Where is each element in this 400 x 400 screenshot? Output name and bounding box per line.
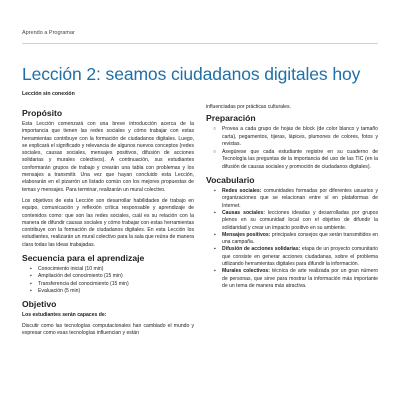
proposito-heading: Propósito [22,108,63,118]
preparacion-heading: Preparación [206,113,256,124]
list-item [206,246,378,268]
list-item: ▪ Ampliación del conocimiento (15 min) [22,273,194,280]
left-column [22,104,194,341]
vocabulario-list [206,188,378,290]
vocab-term: Murales colectivos: [222,268,270,275]
vocab-definition: comunidades formadas por diferentes usuarios y organizaciones que se relacionan entre sí en plataformas de Internet. [222,188,378,209]
header-divider [22,43,378,44]
list-item: ▪ Transferencia del conocimiento (15 min) [22,281,194,288]
list-item [206,188,378,210]
vocab-definition: etapa de un proyecto comunitario que consiste en generar acciones ciudadanas, sobre el problema utilizando herramientas digitales para difundir la información. [222,246,378,268]
continued-text: influenciadas por prácticas culturales. [206,104,291,110]
list-item [206,232,378,247]
secuencia-list [22,266,194,295]
objetivo-lead: Los estudiantes serán capaces de: [22,312,107,319]
list-item [206,268,378,290]
vocab-term: Difusión de acciones solidarias: [222,246,301,253]
proposito-paragraph-2: Los objetivos de esta Lección son desarrollar habilidades de trabajo en equipo, comunicación y reflexión crítica responsable y aprendizaje de contenidos como: que son las redes sociales, cuál es su relación con la manera de difundir causas sociales y cómo trabajar con estas herramientas contribuye con la formación de ciudadanos digitales. En esta Lección los estudiantes, realizarán un mural colectivo para la sala que reúna de manera clara todas las ideas trabajadas. [22,197,194,248]
vocab-term: Mensajes positivos: [222,231,271,238]
list-item: ▪ Conocimiento inicial (10 min) [22,266,194,273]
list-item [206,210,378,232]
vocab-definition: lecciones ideadas y desarrolladas por grupos plenos en su comunidad local con el objetivo de difundir la solidaridad y crear un impacto positivo en su ambiente. [222,209,378,231]
objetivo-paragraph: Discutir como las tecnologías computacionales han cambiado el mundo y expresar como esas tecnologías influencian y están [22,322,194,336]
course-header: Aprendo a Programar [22,30,75,36]
vocab-term: Redes sociales: [222,188,262,195]
list-item: ▪ Evaluación (5 min) [22,288,194,295]
vocab-definition: técnica de arte realizada por un gran número de personas, que sirve para mostrar la información más importante de un tema de manera más atractiva. [222,268,378,289]
objetivo-heading: Objetivo [22,299,57,310]
secuencia-heading: Secuencia para el aprendizaje [22,253,145,264]
preparacion-list [206,126,378,171]
list-item: ○ Asegúrese que cada estudiante registre en su cuaderno de Tecnología las preguntas de la importancia del uso de las TIC (en la difusión de causas sociales y promoción de ciudadanos digitales). [206,149,378,171]
vocab-term: Causas sociales: [222,209,265,216]
proposito-paragraph-1: Esta Lección comenzará con una breve introducción acerca de la importancia que tienen las redes sociales y cómo trabajar con estas herramientas contribuye con la formación de ciudadanos digitales. Luego, se explicará el significado y relevancia de algunos nuevos conceptos (redes sociales, causas sociales, mensajes positivos, difusión de acciones solidarias y murales colectivos). A continuación, sus estudiantes conformarán grupos de trabajo y crearán una tabla con problemas y los mensajes a transmitir. Una vez que hayan concluido esta Lección, elaborarán en el pizarrón un listado común con los mejores propuestas de temas y mensajes. Para terminar, realizarán un mural colectivo. [22,121,194,193]
vocabulario-heading: Vocabulario [206,175,255,186]
right-column [206,104,378,293]
vocab-definition: principales consejos que serán transmitidos en una campaña. [222,231,379,246]
lesson-type: Lección sin conexión [22,91,75,97]
list-item: ○ Provea a cada grupo de hojas de block (de color blanco y tamaño carta), pegamentos, tijeras, lápices, plumones de colores, fotos y revistas. [206,126,378,148]
page-title: Lección 2: seamos ciudadanos digitales hoy [22,64,361,84]
